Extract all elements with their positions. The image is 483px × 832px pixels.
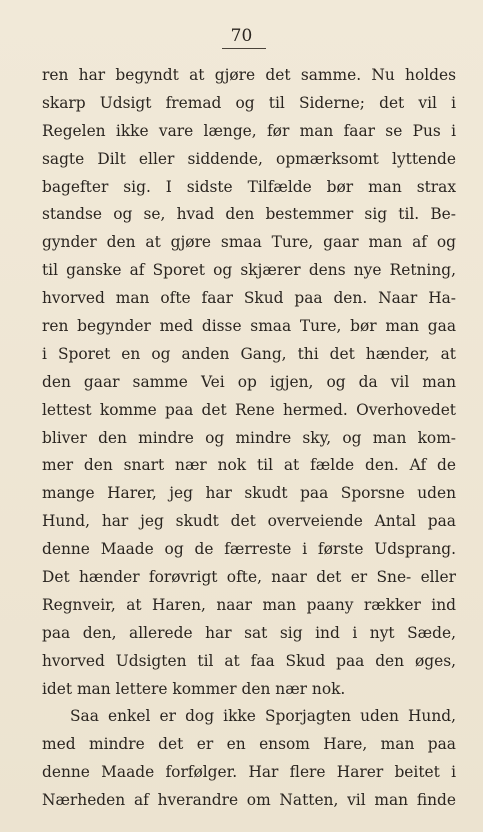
text-line: hvorved man ofte faar Skud paa den. Naar Ha-: [42, 289, 456, 308]
text-line: denne Maade forfølger. Har flere Harer beitet i: [42, 763, 456, 782]
text-line: bagefter sig. I sidste Tilfælde bør man strax: [42, 177, 456, 196]
text-line: paa den, allerede har sat sig ind i nyt Sæde,: [42, 623, 456, 642]
text-line: med mindre det er en ensom Hare, man paa: [42, 735, 456, 754]
page-number: 70: [230, 26, 253, 46]
text-line: skarp Udsigt fremad og til Siderne; det vil i: [42, 93, 456, 112]
text-line: gynder den at gjøre smaa Ture, gaar man af og: [42, 233, 456, 252]
text-line: hvorved Udsigten til at faa Skud paa den øges,: [42, 651, 456, 670]
text-line: Hund, har jeg skudt det overveiende Antal paa: [42, 512, 456, 531]
text-line: til ganske af Sporet og skjærer dens nye Retning,: [42, 261, 456, 280]
text-line: idet man lettere kommer den nær nok.: [42, 679, 346, 698]
text-line: lettest komme paa det Rene hermed. Overhovedet: [42, 400, 456, 419]
text-line: mange Harer, jeg har skudt paa Sporsne uden: [42, 484, 456, 503]
text-line: Nærheden af hverandre om Natten, vil man finde: [42, 791, 456, 810]
text-line: Regnveir, at Haren, naar man paany rækker ind: [42, 595, 456, 614]
text-line: Det hænder forøvrigt ofte, naar det er Sne- eller: [42, 568, 456, 587]
page-number-rule: [222, 48, 266, 49]
text-line: den gaar samme Vei op igjen, og da vil man: [42, 372, 456, 391]
text-line: i Sporet en og anden Gang, thi det hænder, at: [42, 344, 456, 363]
text-line: bliver den mindre og mindre sky, og man kom-: [42, 428, 456, 447]
body-text: [42, 62, 456, 815]
text-line: ren har begyndt at gjøre det samme. Nu holdes: [42, 66, 456, 84]
text-line: Saa enkel er dog ikke Sporjagten uden Hund,: [70, 707, 456, 726]
text-line: Regelen ikke vare længe, før man faar se Pus i: [42, 121, 456, 140]
text-line: ren begynder med disse smaa Ture, bør man gaa: [42, 317, 456, 336]
text-line: mer den snart nær nok til at fælde den. Af de: [42, 456, 456, 475]
text-line: denne Maade og de færreste i første Udsprang.: [42, 540, 456, 559]
text-line: standse og se, hvad den bestemmer sig til. Be-: [42, 205, 456, 224]
text-line: sagte Dilt eller siddende, opmærksomt lyttende: [42, 149, 456, 168]
